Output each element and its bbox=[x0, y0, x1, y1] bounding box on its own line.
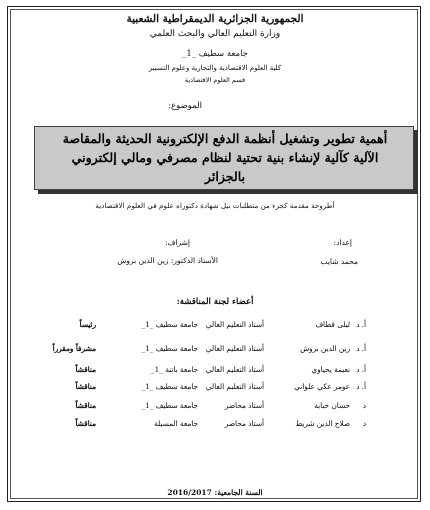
jury-name: ليلى قطاف bbox=[315, 320, 350, 329]
thesis-title-box bbox=[34, 126, 414, 190]
jury-title: أستاذ التعليم العالي bbox=[205, 382, 264, 391]
thesis-title-line-1: أهمية تطوير وتشغيل أنظمة الدفع الإلكترونية الحديثة والمقاصة bbox=[62, 131, 388, 146]
jury-title: أستاذ التعليم العالي bbox=[205, 344, 264, 353]
republic-name: الجمهورية الجزائرية الديمقراطية الشعبية bbox=[126, 13, 304, 25]
jury-role: مناقشاً bbox=[75, 419, 96, 428]
jury-rank: أ. د bbox=[356, 344, 366, 353]
jury-institution: جامعة باتنة _1_ bbox=[150, 365, 198, 374]
jury-row bbox=[0, 401, 430, 415]
supervisor-name: الأستاذ الدكتور: زين الدين بروش bbox=[117, 256, 218, 265]
thesis-title-line-3: بالجزائر bbox=[204, 169, 246, 184]
jury-row bbox=[0, 365, 430, 379]
thesis-note: أطروحة مقدمة كجزء من متطلبات نيل شهادة دكتوراه علوم في العلوم الاقتصادية bbox=[95, 201, 335, 210]
jury-rank: أ. د bbox=[356, 382, 366, 391]
department-name: قسم العلوم الاقتصادية bbox=[184, 76, 246, 84]
jury-institution: جامعة المسيلة bbox=[154, 419, 198, 428]
jury-name: نعيمة يحياوي bbox=[311, 365, 350, 374]
jury-name: صلاح الدين شريط bbox=[295, 419, 350, 428]
jury-title: أستاذ التعليم العالي bbox=[205, 365, 264, 374]
jury-role: مناقشاً bbox=[75, 401, 96, 410]
jury-rank: أ. د bbox=[356, 320, 366, 329]
university-name: جامعة سطيف _1_ bbox=[182, 49, 248, 59]
jury-institution: جامعة سطيف _1_ bbox=[141, 344, 198, 353]
academic-year: السنة الجامعية: 2016/2017 bbox=[167, 488, 263, 497]
jury-row bbox=[0, 419, 430, 433]
jury-name: زين الدين بروش bbox=[300, 344, 350, 353]
ministry-name: وزارة التعليم العالي والبحث العلمي bbox=[149, 29, 281, 39]
preparation-label: إعداد: bbox=[333, 238, 352, 247]
jury-institution: جامعة سطيف _1_ bbox=[141, 401, 198, 410]
jury-rank: د bbox=[362, 419, 366, 428]
jury-name: عومر عكي علواني bbox=[294, 382, 350, 391]
supervision-label: إشراف: bbox=[165, 238, 190, 247]
jury-role: مشرفاً ومقرراً bbox=[52, 344, 96, 353]
jury-heading: أعضاء لجنة المناقشة: bbox=[176, 297, 254, 307]
jury-title: أستاذ التعليم العالي bbox=[205, 320, 264, 329]
author-name: محمد شايب bbox=[320, 257, 358, 266]
subject-label: الموضوع: bbox=[168, 101, 202, 111]
jury-row bbox=[0, 320, 430, 334]
faculty-name: كلية العلوم الاقتصادية والتجارية وعلوم التسيير bbox=[148, 64, 282, 72]
jury-institution: جامعة سطيف _1_ bbox=[141, 320, 198, 329]
jury-rank: د bbox=[362, 401, 366, 410]
jury-role: مناقشاً bbox=[75, 382, 96, 391]
jury-rank: أ. د bbox=[356, 365, 366, 374]
jury-institution: جامعة سطيف _1_ bbox=[141, 382, 198, 391]
jury-row bbox=[0, 344, 430, 358]
jury-name: حسان خبابة bbox=[314, 401, 350, 410]
jury-role: مناقشاً bbox=[75, 365, 96, 374]
jury-title: أستاذ محاضر bbox=[224, 401, 264, 410]
jury-title: أستاذ محاضر bbox=[224, 419, 264, 428]
jury-row bbox=[0, 382, 430, 396]
thesis-title-line-2: الآلية كآلية لإنشاء بنية تحتية لنظام مصرفي ومالي إلكتروني bbox=[71, 150, 379, 165]
jury-role: رئيساً bbox=[79, 320, 96, 329]
